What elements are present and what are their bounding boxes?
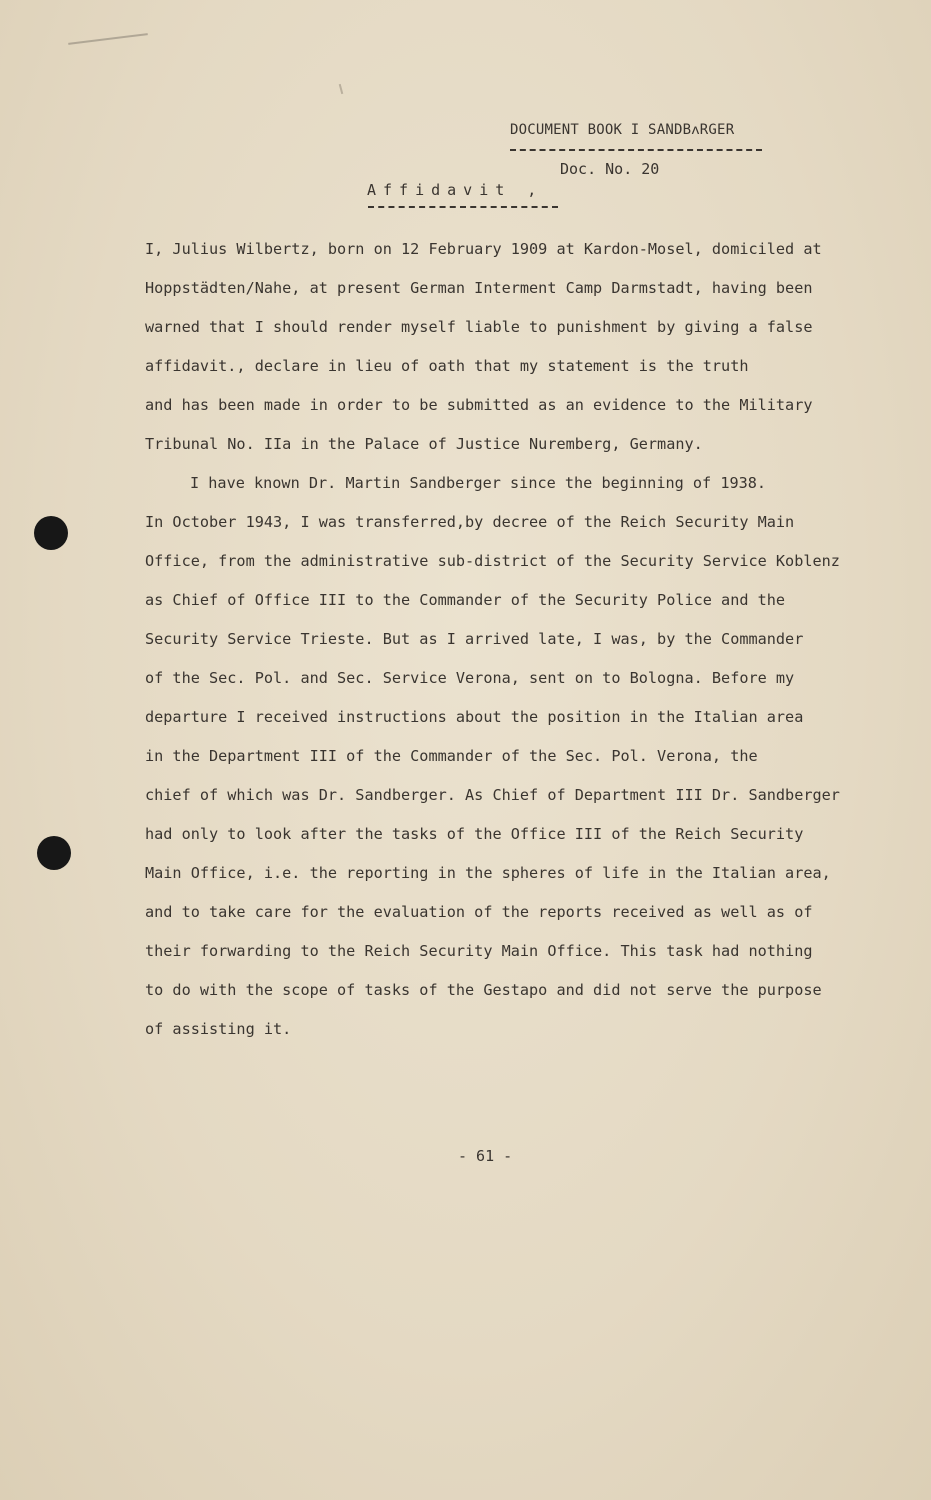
body-line: of assisting it. <box>145 1020 292 1038</box>
affidavit-title: Affidavit , <box>367 181 544 199</box>
affidavit-body <box>145 230 885 1049</box>
body-line: had only to look after the tasks of the Office III of the Reich Security <box>145 825 804 843</box>
page-number: - 61 - <box>458 1147 513 1165</box>
body-line: as Chief of Office III to the Commander of the Security Police and the <box>145 591 786 609</box>
body-line: Hoppstädten/Nahe, at present German Interment Camp Darmstadt, having been <box>145 279 813 297</box>
body-line: and has been made in order to be submitted as an evidence to the Military <box>145 396 813 414</box>
body-line: I, Julius Wilbertz, born on 12 February 1909 at Kardon-Mosel, domiciled at <box>145 240 822 258</box>
document-number: Doc. No. 20 <box>560 160 660 178</box>
header-underline <box>510 149 762 151</box>
body-line: chief of which was Dr. Sandberger. As Chief of Department III Dr. Sandberger <box>145 786 840 804</box>
body-line: In October 1943, I was transferred,by decree of the Reich Security Main <box>145 513 795 531</box>
body-line: warned that I should render myself liable to punishment by giving a false <box>145 318 813 336</box>
body-line: their forwarding to the Reich Security Main Office. This task had nothing <box>145 942 813 960</box>
body-line: in the Department III of the Commander of the Sec. Pol. Verona, the <box>145 747 758 765</box>
body-line: and to take care for the evaluation of the reports received as well as of <box>145 903 813 921</box>
punch-hole-bottom <box>37 836 71 870</box>
body-line: Office, from the administrative sub-district of the Security Service Koblenz <box>145 552 840 570</box>
body-line: I have known Dr. Martin Sandberger since the beginning of 1938. <box>190 474 767 492</box>
affidavit-underline <box>368 206 558 208</box>
punch-hole-top <box>34 516 68 550</box>
document-book-header <box>510 122 762 151</box>
document-book-title: DOCUMENT BOOK I SANDBᴧRGER <box>510 122 735 138</box>
body-line: to do with the scope of tasks of the Gestapo and did not serve the purpose <box>145 981 822 999</box>
body-line: Main Office, i.e. the reporting in the spheres of life in the Italian area, <box>145 864 831 882</box>
body-line: Security Service Trieste. But as I arrived late, I was, by the Commander <box>145 630 804 648</box>
body-line: affidavit., declare in lieu of oath that my statement is the truth <box>145 357 749 375</box>
body-line: Tribunal No. IIa in the Palace of Justice Nuremberg, Germany. <box>145 435 703 453</box>
pencil-mark <box>68 33 148 45</box>
paper-speck <box>339 84 344 94</box>
body-line: of the Sec. Pol. and Sec. Service Verona, sent on to Bologna. Before my <box>145 669 795 687</box>
body-line: departure I received instructions about the position in the Italian area <box>145 708 804 726</box>
